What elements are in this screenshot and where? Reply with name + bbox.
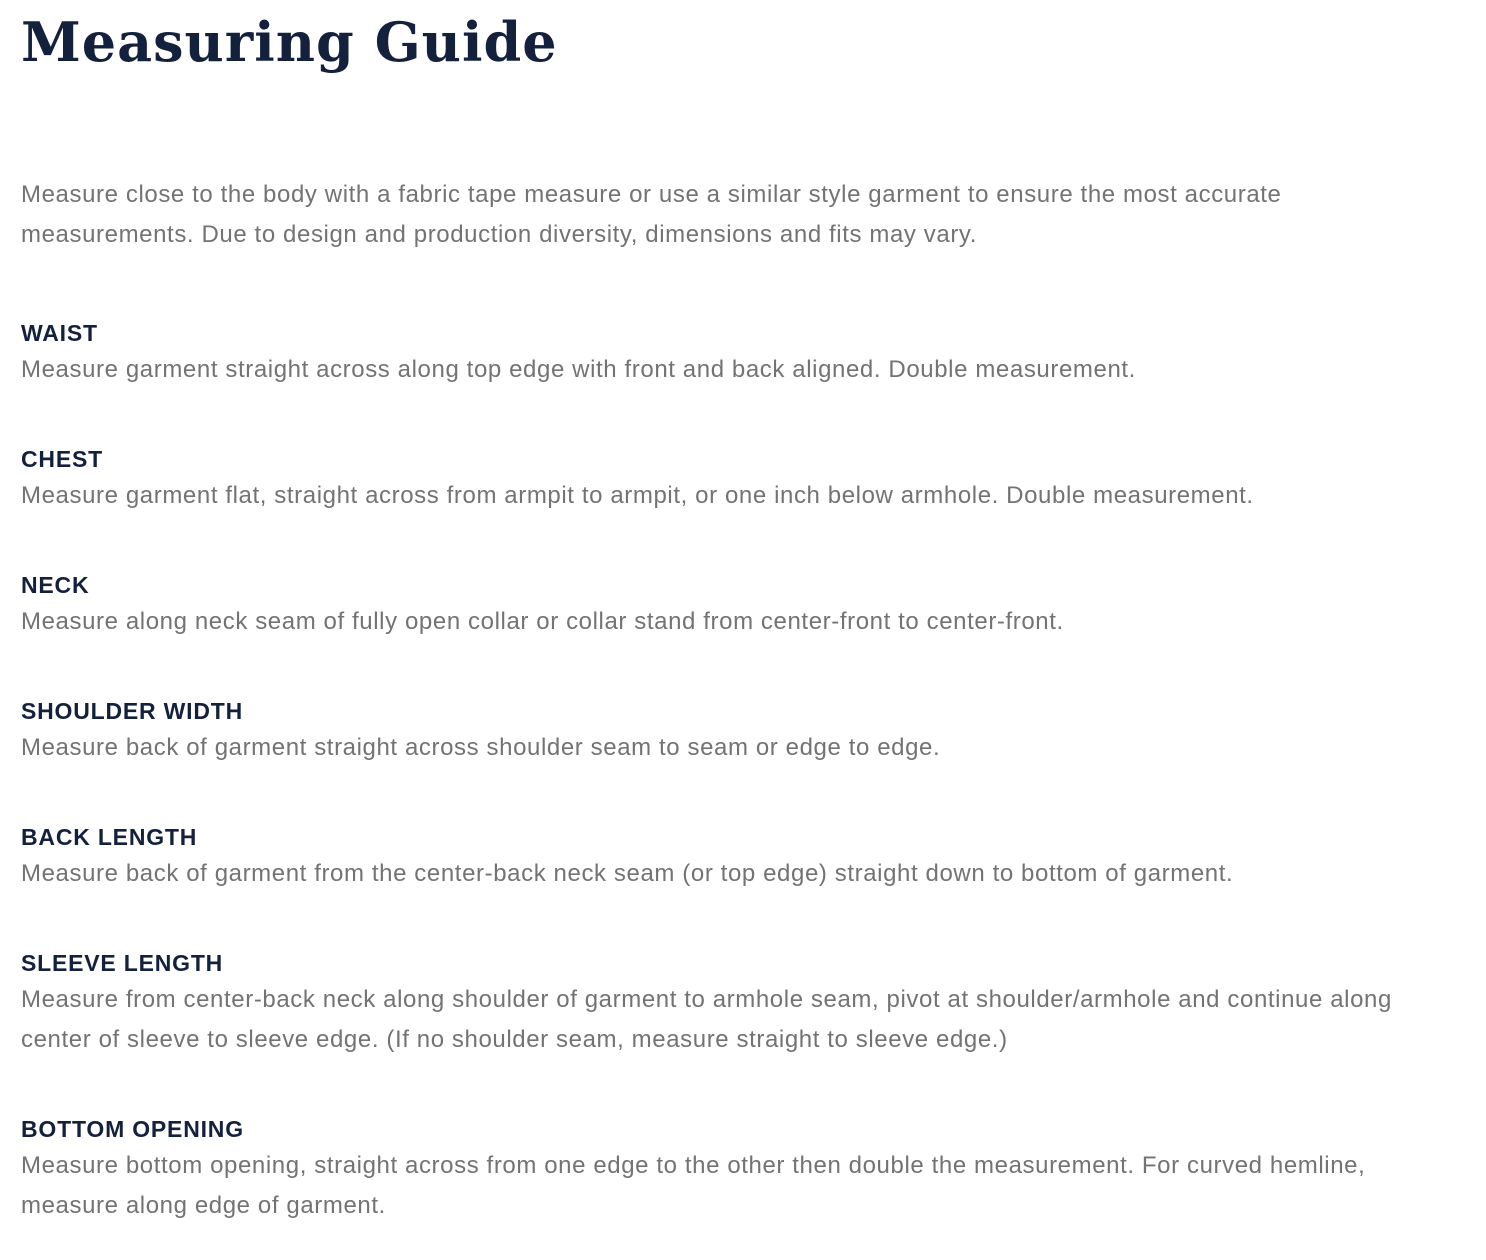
section-heading: NECK — [21, 572, 90, 598]
section-description: Measure back of garment straight across shoulder seam to seam or edge to edge. — [21, 734, 941, 761]
section-description: Measure back of garment from the center-back neck seam (or top edge) straight down to bottom of garment. — [21, 860, 1234, 887]
section-neck — [21, 570, 1481, 642]
section-heading: SLEEVE LENGTH — [21, 950, 224, 976]
section-description: Measure garment straight across along top edge with front and back aligned. Double measurement. — [21, 356, 1136, 383]
section-heading: BOTTOM OPENING — [21, 1116, 244, 1142]
intro-paragraph: Measure close to the body with a fabric tape measure or use a similar style garment to ensure the most accurate measurements. Due to design and production diversity, dimensions and fits may vary. — [21, 181, 1282, 248]
section-heading: CHEST — [21, 446, 103, 472]
section-chest — [21, 444, 1481, 516]
section-shoulder-width — [21, 696, 1481, 768]
section-waist — [21, 318, 1481, 390]
section-description: Measure bottom opening, straight across from one edge to the other then double the measurement. For curved hemline, measure along edge of garment. — [21, 1152, 1366, 1219]
section-back-length — [21, 822, 1481, 894]
section-heading: SHOULDER WIDTH — [21, 698, 244, 724]
section-description: Measure garment flat, straight across from armpit to armpit, or one inch below armhole. Double measurement. — [21, 482, 1254, 509]
section-description: Measure along neck seam of fully open collar or collar stand from center-front to center-front. — [21, 608, 1064, 635]
section-heading: WAIST — [21, 320, 98, 346]
section-bottom-opening — [21, 1114, 1481, 1226]
section-heading: BACK LENGTH — [21, 824, 198, 850]
section-sleeve-length — [21, 948, 1481, 1060]
section-description: Measure from center-back neck along shoulder of garment to armhole seam, pivot at shoulder/armhole and continue along center of sleeve to sleeve edge. (If no shoulder seam, measure straight to sleeve edge.) — [21, 986, 1392, 1053]
page-title: Measuring Guide — [21, 10, 558, 74]
